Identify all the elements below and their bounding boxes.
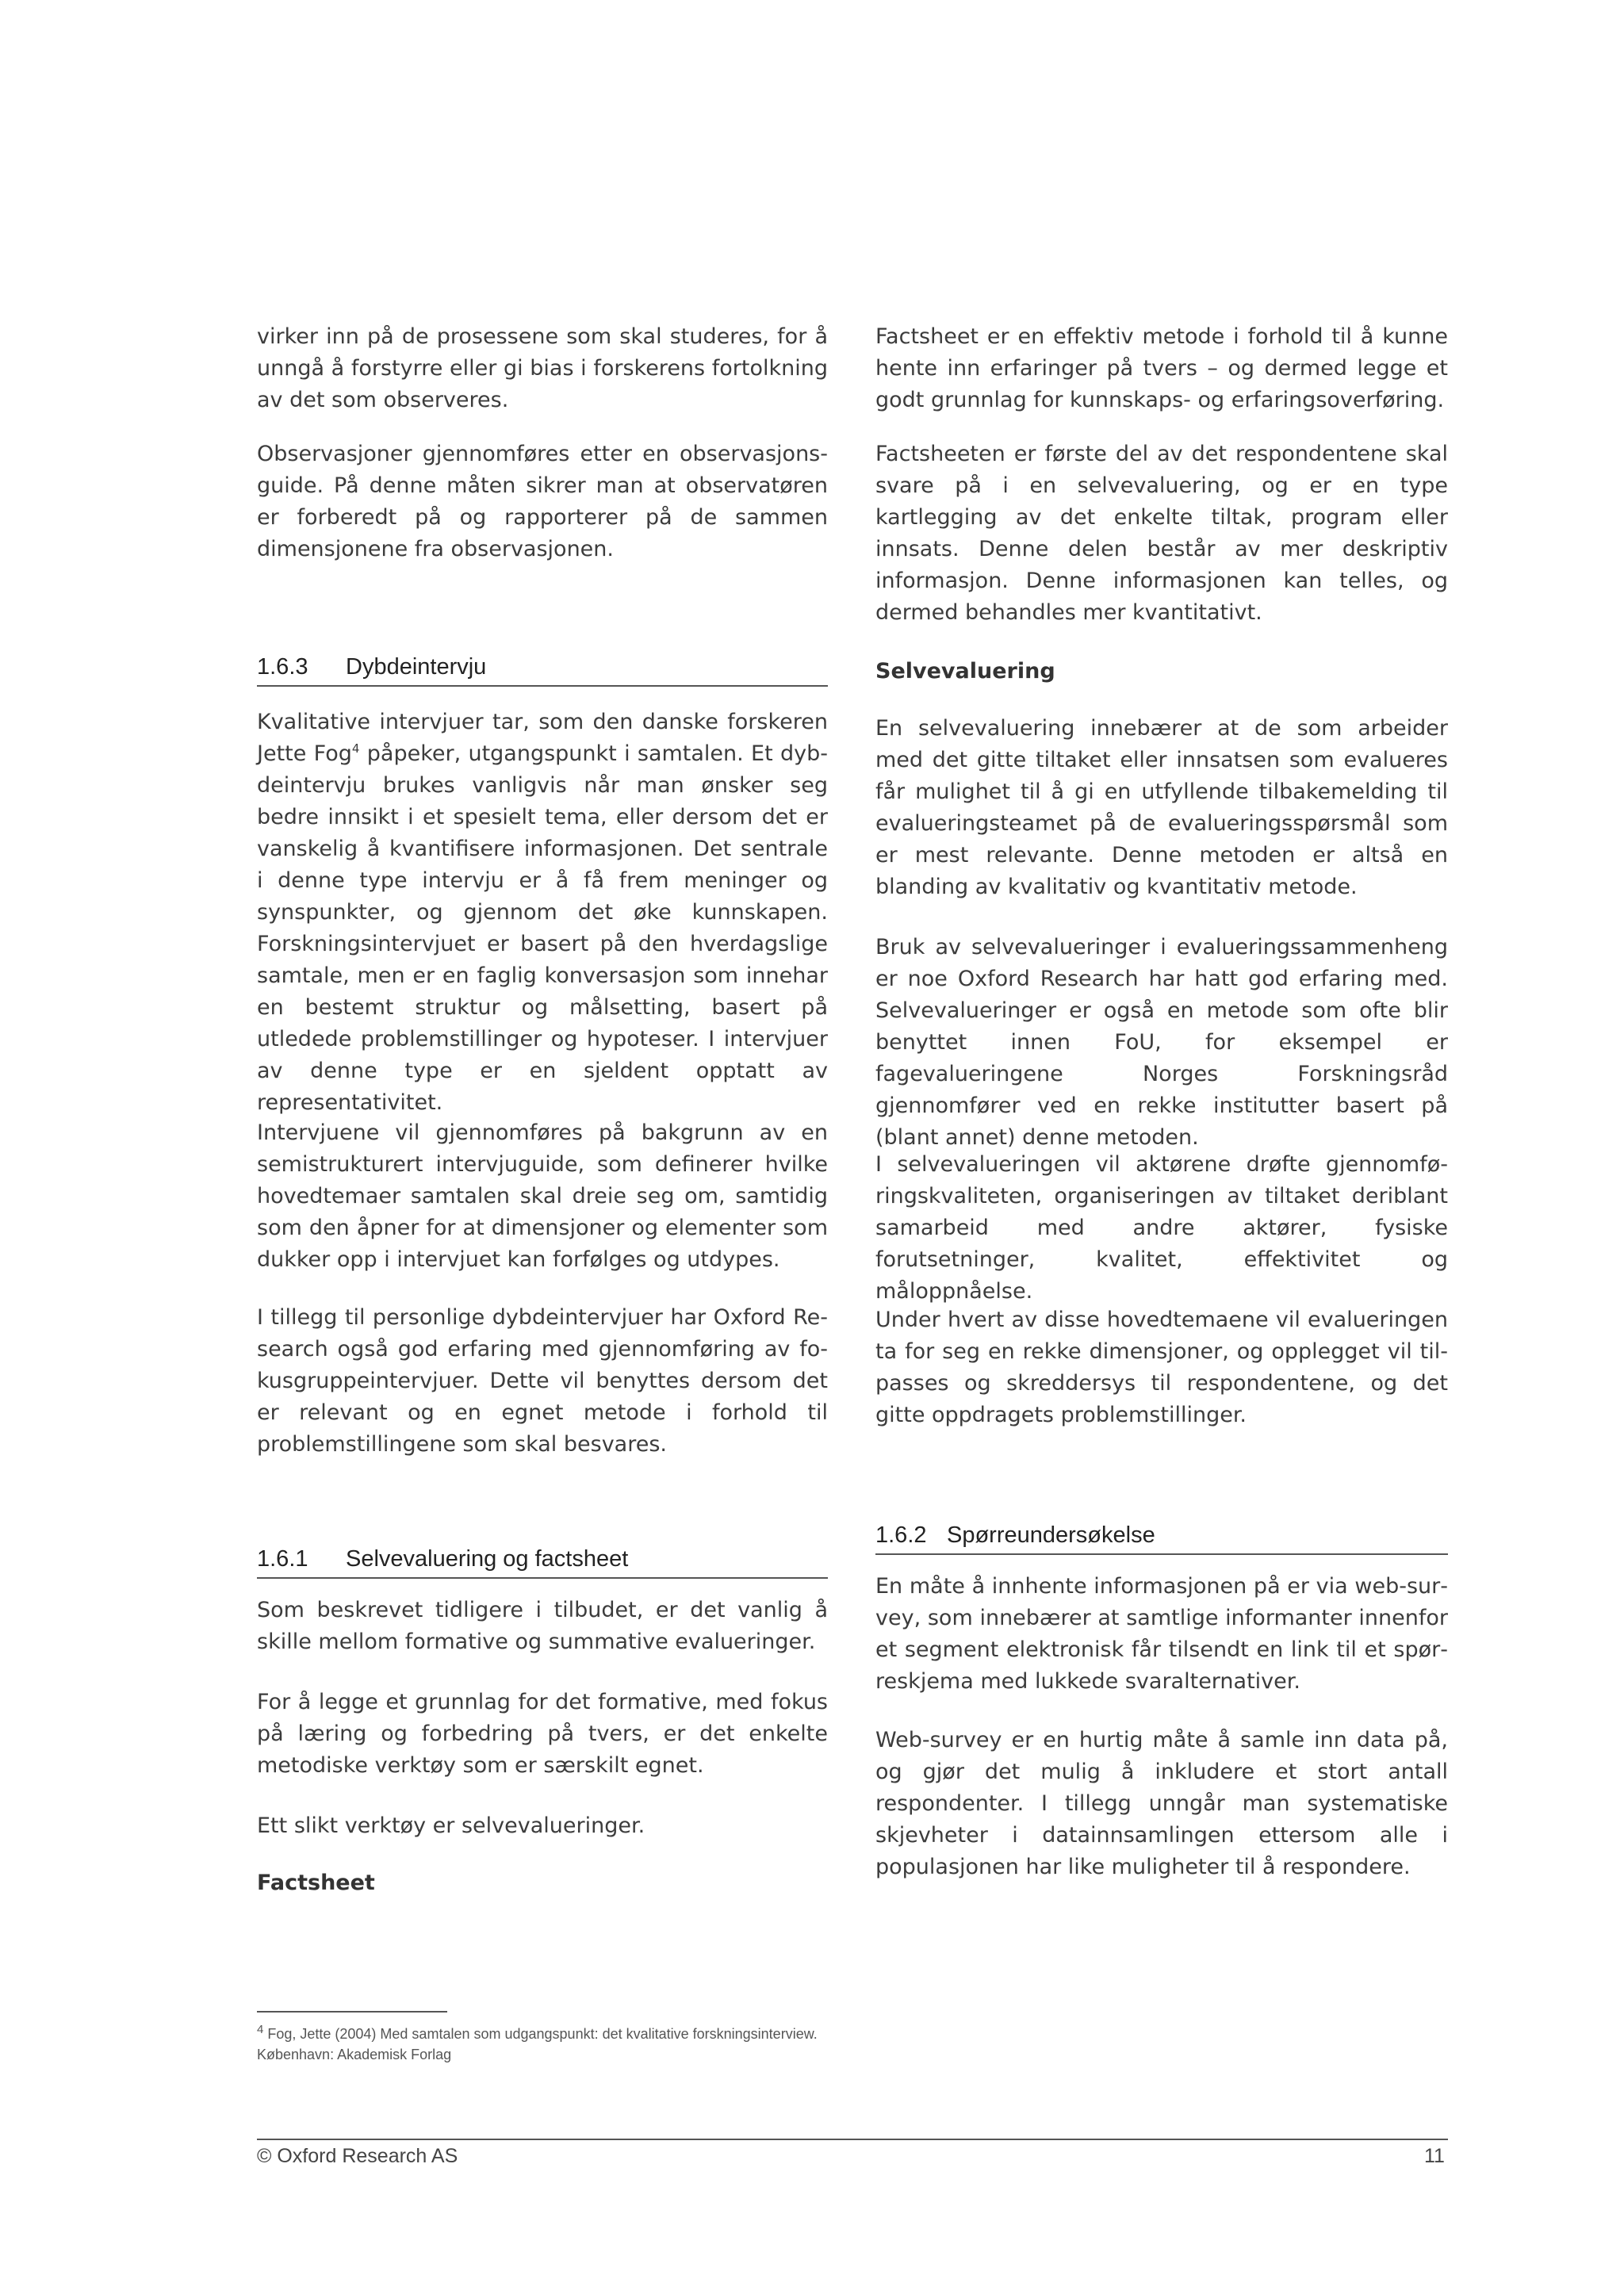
paragraph: Som beskrevet tidligere i tilbudet, er det vanlig å skille mellom formative og summative evalueringer.	[257, 1598, 828, 1654]
footer-divider	[257, 2139, 1448, 2140]
section-number: 1.6.3	[257, 654, 308, 680]
subheading-selvevaluering: Selvevaluering	[875, 659, 1055, 684]
paragraph: Kvalitative intervjuer tar, som den danske forskeren Jette Fog$^4$ påpeker, utgangspunkt i samtalen. Et dybdeintervju brukes vanligvis når man ønsker seg bedre innsikt i et spesielt tema, eller dersom det er vanskelig å kvantifisere informasjonen. Det sentrale i denne type intervju er å få frem meninger og synspunkter, og gjennom det øke kunnskapen. Forskningsintervjuet er basert på den hverdagslige samtale, men er en faglig konversasjon som innehar en bestemt struktur og målsetting, basert på utledede problemstillinger og hypoteser. I intervjuer av denne type er en sjeldent opptatt av representativitet.	[257, 710, 828, 1115]
subheading-factsheet: Factsheet	[257, 1871, 375, 1895]
section-number: 1.6.1	[257, 1546, 308, 1572]
footnote-marker: 4	[257, 2023, 264, 2036]
footnote-reference[interactable]: 4	[351, 741, 360, 756]
footnote-divider	[257, 2011, 447, 2013]
paragraph: Bruk av selvevalueringer i evalueringssammenheng er noe Oxford Research har hatt god erfaring med. Selvevalueringer er også en metode som ofte blir benyttet innen FoU, for eksempel er fagevalueringene Norges Forskningsråd gjennomfører ved en rekke institutter basert på (blant annet) denne metoden.	[875, 935, 1448, 1150]
paragraph: I selvevalueringen vil aktørene drøfte gjennomføringskvaliteten, organiseringen av tiltaket deriblant samarbeid med andre aktører, fysiske forutsetninger, kvalitet, effektivitet og måloppnåelse.	[875, 1152, 1448, 1304]
paragraph: Ett slikt verktøy er selvevalueringer.	[257, 1813, 645, 1838]
footnote-text: Fog, Jette (2004) Med samtalen som udgangspunkt: det kvalitative forskningsinterview. København: Akademisk Forlag	[257, 2026, 818, 2062]
section-title: Selvevaluering og factsheet	[346, 1546, 629, 1572]
section-title: Spørreundersøkelse	[947, 1522, 1155, 1548]
section-heading-1-6-1	[257, 1546, 828, 1579]
section-number: 1.6.2	[875, 1522, 927, 1548]
paragraph: I tillegg til personlige dybdeintervjuer har Oxford Research også god erfaring med gjennomføring av fokusgruppeintervjuer. Dette vil benyttes dersom det er relevant og en egnet metode i forhold til problemstillingene som skal besvares.	[257, 1305, 828, 1457]
section-heading-1-6-3	[257, 654, 828, 687]
footer-copyright: © Oxford Research AS	[257, 2145, 458, 2167]
paragraph: Under hvert av disse hovedtemaene vil evalueringen ta for seg en rekke dimensjoner, og opplegget vil tilpasses og skreddersys til respondentene, og det gitte oppdragets problemstillinger.	[875, 1308, 1448, 1427]
paragraph: En måte å innhente informasjonen på er via web-survey, som innebærer at samtlige informanter innenfor et segment elektronisk får tilsendt en link til et spørreskjema med lukkede svaralternativer.	[875, 1574, 1448, 1694]
paragraph: Web-survey er en hurtig måte å samle inn data på, og gjør det mulig å inkludere et stort antall respondenter. I tillegg unngår man systematiske skjevheter i datainnsamlingen ettersom alle i populasjonen har like muligheter til å respondere.	[875, 1728, 1448, 1879]
section-title: Dybdeintervju	[346, 654, 487, 680]
footnote	[257, 2024, 828, 2065]
page-number: 11	[1424, 2145, 1445, 2167]
paragraph: En selvevaluering innebærer at de som arbeider med det gitte tiltaket eller innsatsen som evalueres får mulighet til å gi en utfyllende tilbakemelding til evalueringsteamet på de evalueringsspørsmål som er mest relevante. Denne metoden er altså en blanding av kvalitativ og kvantitativ metode.	[875, 716, 1448, 899]
paragraph: Factsheeten er første del av det respondentene skal svare på i en selvevaluering, og er en type kartlegging av det enkelte tiltak, program eller innsats. Denne delen består av mer deskriptiv informasjon. Denne informasjonen kan telles, og dermed behandles mer kvantitativt.	[875, 442, 1448, 625]
paragraph: Factsheet er en effektiv metode i forhold til å kunne hente inn erfaringer på tvers – og dermed legge et godt grunnlag for kunnskaps- og erfaringsoverføring.	[875, 324, 1448, 412]
paragraph: For å legge et grunnlag for det formative, med fokus på læring og forbedring på tvers, er det enkelte metodiske verktøy som er særskilt egnet.	[257, 1690, 828, 1778]
paragraph: Intervjuene vil gjennomføres på bakgrunn av en semistrukturert intervjuguide, som definerer hvilke hovedtemaer samtalen skal dreie seg om, samtidig som den åpner for at dimensjoner og elementer som dukker opp i intervjuet kan forfølges og utdypes.	[257, 1120, 828, 1272]
paragraph: virker inn på de prosessene som skal studeres, for å unngå å forstyrre eller gi bias i forskerens fortolkning av det som observeres.	[257, 324, 828, 412]
paragraph: Observasjoner gjennomføres etter en observasjonsguide. På denne måten sikrer man at observatøren er forberedt på og rapporterer på de sammen dimensjonene fra observasjonen.	[257, 442, 828, 561]
section-heading-1-6-2	[875, 1522, 1448, 1555]
